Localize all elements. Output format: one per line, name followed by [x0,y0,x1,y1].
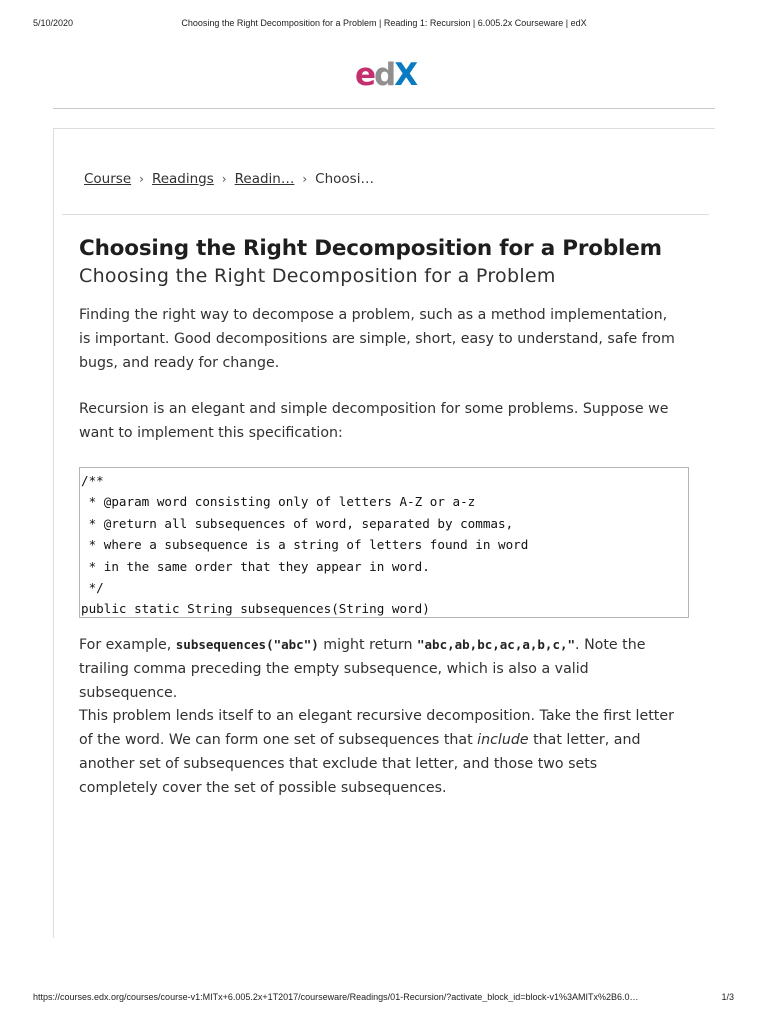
breadcrumb-readings-link[interactable]: Readings [151,171,214,187]
breadcrumb [84,170,374,188]
print-header [0,18,768,32]
code-line: /** [81,473,104,488]
page-title-text: Choosing the Right Decomposition for a Problem [79,236,662,261]
code-line: * in the same order that they appear in word. [81,558,430,574]
print-page-title: Choosing the Right Decomposition for a Problem | Reading 1: Recursion | 6.005.2x Courseware | edX [181,18,587,28]
decomposition-text-after: that letter, and another set of subsequences that exclude that letter, and those two sets completely cover the set of possible subsequences. [79,732,641,796]
breadcrumb-current: Choosi… [315,171,374,187]
print-page-number: 1/3 [721,992,734,1002]
example-text-middle: might return [318,637,417,653]
print-date: 5/10/2020 [33,18,74,28]
edx-logo[interactable] [355,58,415,92]
logo-letter-e: e [355,57,375,93]
paragraph-decomposition [79,704,679,800]
page-title [79,236,662,261]
code-line: */ [81,580,104,596]
chevron-right-icon: › [302,172,308,186]
section-subtitle: Choosing the Right Decomposition for a Problem [79,265,556,287]
breadcrumb-divider [62,214,709,215]
inline-code-result: "abc,ab,bc,ac,a,b,c," [417,637,576,652]
chevron-right-icon: › [139,172,144,186]
inline-code-call: subsequences("abc") [175,637,319,652]
breadcrumb-course-link[interactable]: Course [84,171,132,187]
print-footer [0,992,768,1006]
chevron-right-icon: › [221,172,227,186]
code-line: * @return all subsequences of word, separated by commas, [81,515,514,531]
paragraph-intro: Finding the right way to decompose a problem, such as a method implementation, is important. Good decompositions are simple, short, easy to understand, safe from bugs, and ready for change. [79,307,675,371]
example-text-before: For example, [79,637,176,653]
logo-letter-d: d [374,57,395,93]
paragraph-example [79,633,679,705]
code-line: * where a subsequence is a string of letters found in word [81,537,529,553]
code-line: public static String subsequences(String word) [81,601,430,617]
logo-letter-x: X [394,57,417,93]
breadcrumb-reading-link[interactable]: Readin… [234,171,295,187]
header-divider [53,108,715,109]
example-text-after: . Note the trailing comma preceding the empty subsequence, which is also a valid subsequence. [79,637,646,701]
print-url: https://courses.edx.org/courses/course-v1:MITx+6.005.2x+1T2017/courseware/Readings/01-Recursion/?activate_block_id=block-v1%3AMITx%2B6.0… [33,992,639,1002]
paragraph-recursion: Recursion is an elegant and simple decomposition for some problems. Suppose we want to implement this specification: [79,401,669,441]
decomposition-text-before: This problem lends itself to an elegant recursive decomposition. Take the first letter of the word. We can form one set of subsequences that [79,708,674,748]
code-line: * @param word consisting only of letters A-Z or a-z [81,494,476,510]
code-block [79,467,689,618]
emphasis-include: include [477,732,529,748]
